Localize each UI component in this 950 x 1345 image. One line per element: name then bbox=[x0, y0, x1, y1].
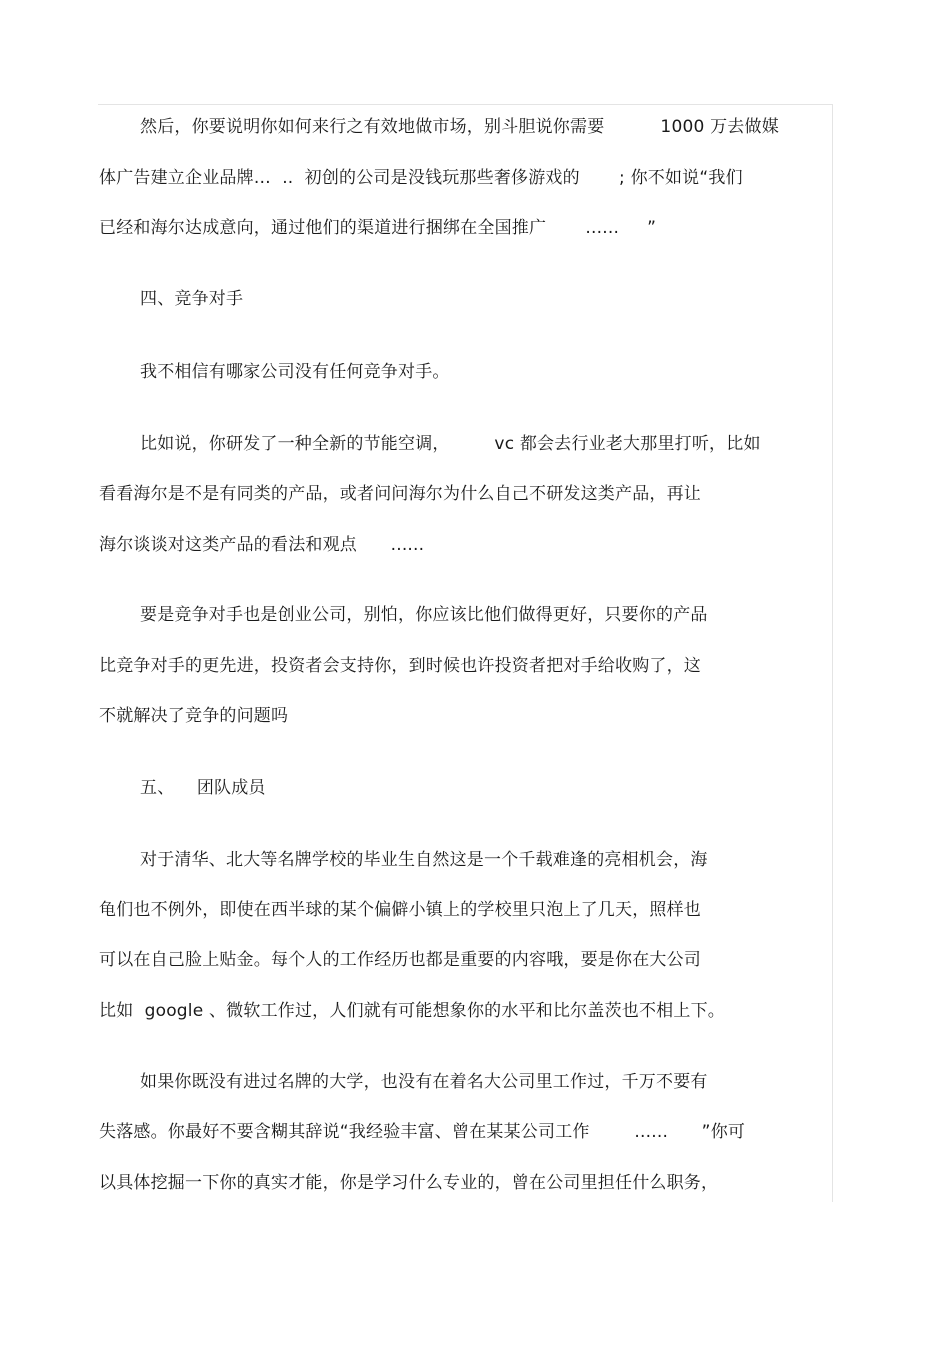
text-line: 比竞争对手的更先进，投资者会支持你，到时候也许投资者把对手给收购了，这 bbox=[99, 656, 701, 676]
text-line: 如果你既没有进过名牌的大学，也没有在着名大公司里工作过，千万不要有 bbox=[140, 1072, 708, 1092]
text-line: 可以在自己脸上贴金。每个人的工作经历也都是重要的内容哦，要是你在大公司 bbox=[99, 950, 701, 970]
text-line: 以具体挖掘一下你的真实才能，你是学习什么专业的，曾在公司里担任什么职务， bbox=[99, 1173, 719, 1193]
text-line: 不就解决了竞争的问题吗 bbox=[99, 706, 289, 726]
text-line: 比如 google 、微软工作过，人们就有可能想象你的水平和比尔盖茨也不相上下。 bbox=[99, 1001, 725, 1021]
text-line: 已经和海尔达成意向，通过他们的渠道进行捆绑在全国推广 ...... ” bbox=[99, 218, 657, 238]
text-line: 海尔谈谈对这类产品的看法和观点 ...... bbox=[99, 535, 425, 555]
text-line: 对于清华、北大等名牌学校的毕业生自然这是一个千载难逢的亮相机会，海 bbox=[140, 850, 708, 870]
page-frame-top bbox=[98, 104, 832, 105]
text-line: 比如说，你研发了一种全新的节能空调， vc 都会去行业老大那里打听，比如 bbox=[140, 434, 761, 454]
section-heading-competitors: 四、竞争对手 bbox=[140, 289, 244, 309]
text-line: 然后，你要说明你如何来行之有效地做市场，别斗胆说你需要 1000 万去做媒 bbox=[140, 117, 779, 137]
page-frame-right bbox=[832, 104, 833, 1202]
text-line: 我不相信有哪家公司没有任何竞争对手。 bbox=[140, 362, 450, 382]
text-line: 看看海尔是不是有同类的产品，或者问问海尔为什么自己不研发这类产品，再让 bbox=[99, 484, 701, 504]
text-line: 龟们也不例外，即使在西半球的某个偏僻小镇上的学校里只泡上了几天，照样也 bbox=[99, 900, 701, 920]
section-heading-team: 五、 团队成员 bbox=[140, 778, 266, 798]
text-line: 体广告建立企业品牌… .. 初创的公司是没钱玩那些奢侈游戏的 ; 你不如说“我们 bbox=[99, 168, 743, 188]
text-line: 要是竞争对手也是创业公司，别怕，你应该比他们做得更好，只要你的产品 bbox=[140, 605, 708, 625]
text-line: 失落感。你最好不要含糊其辞说“我经验丰富、曾在某某公司工作 ...... ”你可 bbox=[99, 1122, 746, 1142]
